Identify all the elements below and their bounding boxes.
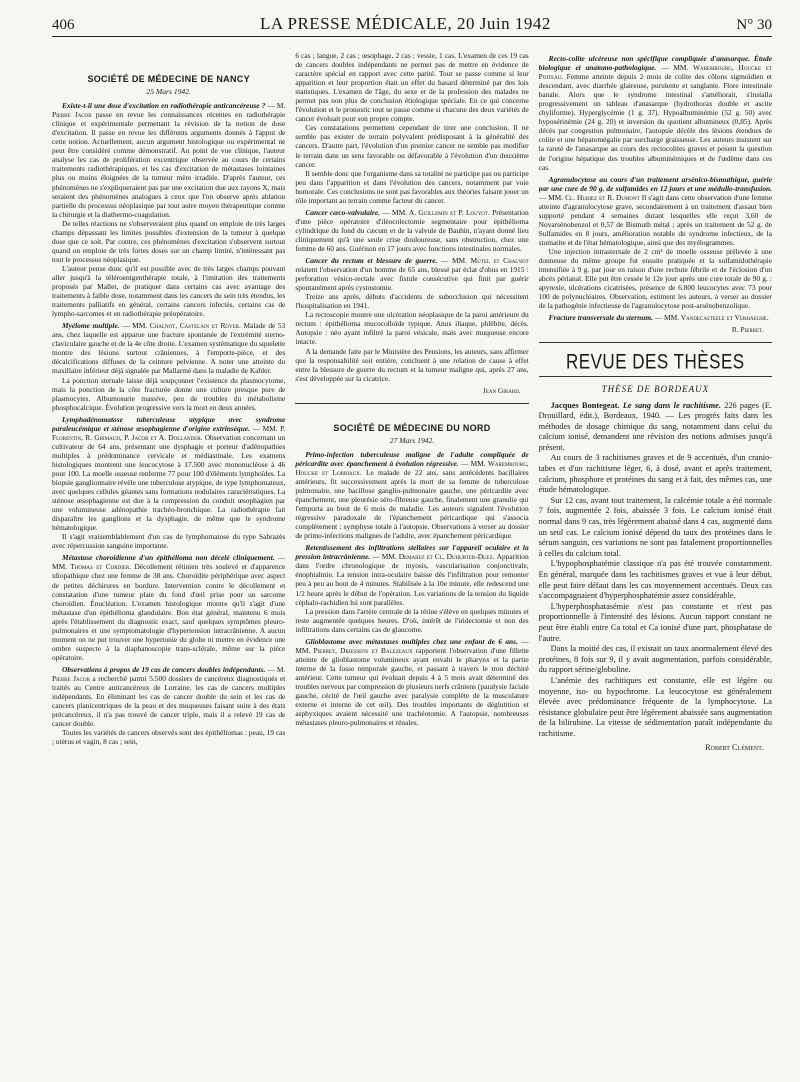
- article-paragraph: [295, 637, 528, 727]
- page-number: 406: [52, 17, 75, 33]
- article-authors: — MM. A. Guillemin et P. Louyot.: [382, 207, 493, 217]
- section-date: 27 Mars 1942.: [389, 435, 435, 445]
- article: [52, 553, 285, 662]
- article-paragraph: Ces constatations permettent cependant de tirer une conclusion. Il ne semble pas exister de terrain polyvalent prédisposant à la généralité des cancers. D'autre part, l'évolution d'un premier cancer ne semble pas modifier le terrain dans un sens favorable ou défavorable à l'évolution d'un deuxième cancer.: [295, 123, 529, 169]
- article-paragraph: [52, 665, 285, 728]
- article-paragraph: La pression dans l'artère centrale de la rétine s'élève en quelques minutes et reste augmentée quelques heures. D'où, intérêt de l'iridectomie et non des infiltrations dans certains cas de glaucome.: [295, 606, 529, 634]
- these-title: Le sang dans le rachitisme.: [622, 400, 721, 410]
- article-title: Primo-infection tuberculeuse maligne de l'adulte compliquée de péricardite avec épanchement à évolution régressive.: [295, 449, 529, 468]
- article-paragraph: [52, 101, 285, 219]
- article-title: Cancer du rectum et blessure de guerre.: [305, 256, 442, 266]
- article-paragraph: Il semble donc que l'organisme dans sa totalité ne participe pas ou participe peu dans l'apparition et dans l'évolution des cancers, notamment par voie humorale. Ces conclusions ne sont pas favorables aux théories faisant jouer un rôle important au terrain comme facteur du cancer.: [295, 168, 529, 205]
- article-paragraph: Il s'agit vraisemblablement d'un cas de lymphomatose du type Sabrazès avec répercussion sanguine importante.: [52, 532, 286, 551]
- column-3: [539, 51, 772, 1081]
- article-text: Il s'agit dans cette observation d'une femme atteinte d'agranulocytose grave, secondairement à un traitement d'assaut bien supporté pendant 4 semaines durant lesquelles elle reçut 3,60 de Novarsénobenzol et 0,57 de Bismuth métal ; après un traitement de 52 g. de Sulfamides en 8 jours, amélioration notable du syndrome infectieux, de la stomatite et de l'état hématologique, ainsi que des myélogrammes.: [538, 192, 772, 247]
- page-header: [52, 14, 772, 37]
- article: [539, 175, 772, 311]
- article-paragraph: De telles réactions ne s'observeraient plus quand on emploie de très larges champs dépassant les limites possibles d'extension de la tumeur à quelque dose que ce soit. Par contre, ces phénomènes d'excitation s'observent surtout quand on emploie de très fortes doses sur un champ limité, n'intéressant pas tout le processus néoplasique.: [52, 218, 286, 264]
- article-title: Fracture transversale du sternum.: [548, 313, 655, 323]
- these-paragraph: L'hypophosphatémie classique n'a pas été trouvée constamment. En général, marquée dans les rachitismes graves et vue à leur début, elle peut faire défaut dans les cas moyennement accentués. Deux cas s'accompagnaient d'hyperphosphatémie assez considérable.: [538, 559, 772, 601]
- article-paragraph: [539, 175, 772, 247]
- article-title: Agranulocytose au cours d'un traitement arsénico-bismuthique, guérie par une cure de 90 g. de sulfamides en 12 jours et une médullo-transfusion.: [538, 174, 772, 193]
- article-text: Femme atteinte depuis 2 mois de colite des côlons sigmoïdien et descendant, avec diarrhée glaireuse, purulente et sanglante. Flore intestinale banale. Alors que le syndrome intestinal s'améliorait, s'installa progressivement un tableau d'anasarque (hydrothorax double et ascite chyliforme). Hyperglycémie (1 g. 37). Hypoalbuminémie (52 g. 50) avec hyposérinémie (24 g. 20) et inversion du quotient albumineux (0,85). Après décès par congestion pulmonaire, l'autopsie décèle des lésions étendues de colite et une hépatomégalie par surcharge graisseuse. Les auteurs insistent sur la rareté de l'anasarque au cours des rectocolites graves et posent la question de l'origine hépatique des troubles albuminémiques et de l'œdème dans ces cas.: [538, 72, 772, 172]
- divider: [295, 403, 528, 404]
- article-text: Le malade de 22 ans, sans antécédents bacillaires antérieurs, fit successivement après la mort de sa femme de tuberculose pulmonaire, une bacillose ganglio-pulmonaire gauche, une péricardite avec épanchement, une pleurésie séro-fibreuse gauche, finalement une granulie qui l'emporta au bout de 6 mois de maladie. Les auteurs signalent l'évolution régressive paradoxale de l'épanchement péricardique qui s'associa complètement : symphyse totale à l'autopsie. Observations à verser au dossier de primo-infections malignes de l'adulte, avec épanchement péricardique.: [295, 467, 529, 541]
- section-date: 25 Mars 1942.: [146, 87, 191, 97]
- article-paragraph: A la demande faite par le Ministère des Pensions, les auteurs, sans affirmer que la responsabilité soit entière, concluent à une relation de cause à effet entre la blessure de guerre du rectum et la tumeur maligne qui, après 27 ans, s'est développée sur la cicatrice.: [295, 346, 529, 383]
- these-review: [539, 401, 772, 754]
- article-text: rapportent l'observation d'une fillette atteinte de glioblastome volumineux ayant envahi le pharynx et la partie interne de la fosse temporale gauche, et passant à travers le trou déchiré antérieur. Cette tumeur qui évoluait depuis 4 à 5 mois avait déterminé des troubles nerveux par compression de plusieurs nerfs crâniens (paralysie faciale gauche, cécité de l'œil gauche avec paralysie complète de la musculature externe et interne de cet œil). Des troubles importants de déglutition et asphyxiques avaient nécessité une trachéotomie. A l'autopsie, nombreuses métastases pleuro-pulmonaires et rénales.: [295, 645, 529, 728]
- article-text: a recherché parmi 5.500 dossiers de cancéreux diagnostiqués et traités au Centre anticancéreux de Lorraine, les cas de cancers multiples indépendants. En éliminant les cas de cancer double du sein et les cas de cancers planicentriques de la peau et des muqueuses faisant suite à des états précancéreux, il n'a pas trouvé de cancer triple, mais il a relevé 19 cas de cancer double.: [52, 674, 286, 729]
- article: [295, 208, 528, 253]
- article-text: relatent l'observation d'un homme de 65 ans, blessé par éclat d'obus en 1915 : perforation vésico-rectale avec fistule consécutive qui finit par guérir spontanément après cystostomie.: [295, 265, 529, 293]
- article-paragraph: [539, 313, 772, 322]
- these-paragraph: L'anémie des rachitiques est constante, elle est légère ou moyenne, iso- ou hypochrome. La leucocytose est généralement élevée avec prédominance fréquente de la lymphocytose. La résistance globulaire peut être légèrement abaissée sans augmentation de la bilirubine. La vitesse de sédimentation paraît indépendante du rachitisme.: [538, 675, 772, 738]
- article-text: Malade de 53 ans, chez laquelle est apparue une fracture spontanée de l'extrémité sterno-claviculaire gauche et de la 4e côte droite. L'examen systématique du squelette montre des lésions surtout crâniennes, à l'emporte-pièce, et des décalcifications diffuses de la ceinture pelvienne. A noter une atteinte du maxillaire inférieur déjà signalée par Mallarmé dans la maladie de Kahler.: [52, 321, 286, 376]
- these-heading: THÈSE DE BORDEAUX: [601, 384, 710, 395]
- article-title: Métastase choroïdienne d'un épithélioma non décelé cliniquement.: [62, 553, 278, 563]
- article-paragraph: Une injection intrasternale de 2 cm³ de moelle osseuse prélevée à une donneuse du même groupe fut ensuite pratiquée et la sulfamidothérapie intensifiée à 9 g. par jour en raison d'une rechute fébrile et de l'éclosion d'un abcès périanal. Elle put être cessée le 12e jour après une cure totale de 90 g. : apyrexie, ulcérations cicatrisées, présence de 6.800 leucocytes avec 73 pour 100 de polynucléaires. Observation, estiment les auteurs, à verser au dossier de la pathogénie infectieuse de l'agranulocytose post-arsénobenzolique.: [538, 246, 772, 311]
- article-title: Retentissement des infiltrations stellaires sur l'appareil oculaire et la pression intracrânienne.: [295, 543, 529, 562]
- these-intro: — Les progrès faits dans les méthodes de dosage chimique du sang, notamment dans celui du calcium ionisé, demandent une révision des notions admises jusqu'à présent.: [538, 411, 772, 452]
- article-paragraph: Treize ans après, débuts d'accidents de subocclusion qui nécessitent l'hospitalisation en 1941.: [295, 292, 529, 311]
- article-authors: — MM. Vandecasteele et Verhaeghe.: [654, 313, 769, 323]
- revue-heading: REVUE DES THÈSES: [565, 350, 745, 374]
- divider: [539, 376, 772, 377]
- article-paragraph: Toutes les variétés de cancers observés sont des épithéliomas : peau, 19 cas ; utérus et vagin, 8 cas ; sein,: [52, 728, 286, 747]
- these-paragraph: L'hyperphosphatasémie n'est pas constante et n'est pas proportionnelle à l'intensité des lésions. Aucun rapport constant ne peut être établi entre Ca total et Ca ionisé d'une part, phosphatase de l'autre.: [538, 601, 772, 643]
- these-paragraph: Dans la moitié des cas, il existait un taux anormalement élevé des protéines, 8 fois sur 9, il y avait augmentation, parfois considérable, du rapport sérine/globuline.: [538, 644, 772, 675]
- article-title: Existe-t-il une dose d'excitation en radiothérapie anticancéreuse ?: [62, 101, 268, 111]
- article-paragraph: [295, 543, 528, 606]
- article-authors: — MM. Chalnot, Castelain et Royer.: [122, 321, 244, 331]
- article-text: Décollement rétinien très soulevé et d'apparence idiopathique chez une femme de 38 ans. Choroïdite périphérique avec aspect de petites déchirures en bordure. Intervention contre le décollement et constatation d'une tumeur plate du fond d'œil prise pour un sarcome choroïdien. Énucléation. L'examen histologique montre qu'il s'agit d'une métastase d'un épithélioma glandulaire. Bon état général, maintenu 6 mois après l'établissement du diagnostic exact, sauf quelques symptômes pleuro-pulmonaires et une symptomatologie d'hypertension intracrânienne. A aucun moment on ne put trouver une hypertonie du globe ni mettre en évidence une ombre suspecte à la diaphanoscopie trans-sclérale, même sur la pièce opératoire.: [52, 562, 286, 662]
- article-paragraph: L'auteur pense donc qu'il est possible avec de très larges champs pouvant aller jusqu'à la téléroentgenthérapie totale, à l'imitation des traitements proposés par Mallet, de pratiquer dans certains cas avec avantage des traitements à faible dose, notamment dans les cancers du sein très étendus, les traitements palliatifs en général, certains cancers infectés, certains cas de lympho-sarcomes et en radiothérapie préopératoire.: [52, 263, 286, 319]
- article-paragraph: [295, 450, 528, 540]
- article-authors: — MM. Warembourg, Houcke et Lorriaux.: [295, 458, 529, 477]
- column-2: [295, 51, 528, 1081]
- article-authors: — MM. Thomas et Cordier.: [52, 553, 286, 572]
- article-authors: — MM. Cl. Huriez et R. Dumont: [538, 192, 642, 202]
- article-title: Glioblastome avec métastases multiples chez une enfant de 6 ans.: [305, 636, 522, 646]
- these-author: Jacques Bontegeat.: [550, 400, 620, 410]
- article-paragraph: La ponction sternale laisse déjà soupçonner l'existence du plasmocytome, mais la ponction de la côte fracturée donne une culture presque pure de plasmocytes. Albumosurie massive, peu de troubles du métabolisme phosphocalcique. Évolution progressive vers la mort en deux années.: [52, 375, 286, 412]
- article-text: passe en revue les connaissances récentes en radiothérapie clinique et expérimentale permettant la révision de la notion de dose d'excitation. Il passe en revue les différents arguments donnés à l'appui de cette notion. Actuellement, aucun argument histologique ou expérimental ne peut être considéré comme démonstratif. Au point de vue clinique, l'auteur analyse les cas de prolifération excentrique observée au cours de certains traitements radiothérapiques, et les cas d'excitation de métastases lointaines plus ou moins éloignées de la tumeur mère irradiée. D'après l'auteur, ces phénomènes ne s'expliqueraient pas par une excitation due aux rayons X, mais seraient des phénomènes analogues à ceux que l'on observe après ablation partielle du processus néoplasique par tout autre moyen thérapeutique comme la chirurgie et la diathermo-coagulation.: [52, 110, 286, 219]
- journal-title: LA PRESSE MÉDICALE, 20 Juin 1942: [260, 14, 551, 33]
- article: [539, 313, 772, 322]
- signature: R. Pierret.: [731, 325, 764, 335]
- article-authors: — MM. Pierret, Driessens et Balezeaux: [295, 636, 529, 655]
- these-publication: 226 pages (E. Drouillard, édit.), Bordeaux, 1940.: [538, 400, 772, 421]
- article-authors: — MM. P. Florentin, R. Grimaud, P. Jacob et A. Dollander.: [52, 423, 286, 442]
- article-authors: — MM. Demarez et Cl. Duhurter-Duez.: [372, 552, 497, 562]
- article-paragraph: La rectoscopie montre une ulcération néoplasique de la paroi antérieure du rectum : épithélioma mucocolloïde typique. Anus iliaque, phlébite, décès. Autopsie : néo ayant infiltré la paroi vésicale, mais avec muqueuse encore intacte.: [295, 310, 529, 347]
- article: [295, 637, 528, 727]
- article-title: Lymphadénomatose tuberculeuse atypique avec syndrome paraleucémique et sténose œsophagienne d'origine extrinsèque.: [52, 414, 286, 433]
- article-paragraph: [52, 415, 285, 533]
- article-paragraph: 6 cas ; langue, 2 cas ; œsophage, 2 cas ; vessie, 1 cas. L'examen de ces 19 cas de cancers doubles indépendants ne permet pas de mettre en évidence de caractère spécial en rapport avec cette parité. Tout se passe comme si leur apparition et leur proportion était un effet du hasard déterminé par des lois statistiques. L'examen de l'âge, du sexe et de la profession des malades ne permet pas non plus de conclusion étiologique spéciale. En ce qui concerne l'évolution et le pronostic tout se passe comme si chacune des deux variétés de cancer évoluait pour son propre compte.: [295, 51, 529, 124]
- article-title: Cancer cæco-valvulaire.: [305, 207, 383, 217]
- these-paragraph: Au cours de 3 rachitismes graves et de 9 accentués, d'un cranio-tabes et d'un rachitisme léger, 6, à dosé, avant et après traitement, calcium, phosphore et protéines du sang et à fait, des mêmes cas, une étude hématologique.: [538, 453, 772, 495]
- section-heading: SOCIÉTÉ DE MÉDECINE DE NANCY: [87, 74, 250, 84]
- signature: Jean Girard.: [482, 385, 521, 395]
- article-text: Présentation d'une pièce opératoire d'iléocolectomie segmentaire pour épithélioma cylindrique du fond du cæcum et de la valvule de Bauhin, n'ayant donné lieu cliniquement qu'à une seule crise douloureuse, sans obstruction, chez une femme de 60 ans. Guérison en 17 jours avec fonctions intestinales normales.: [295, 207, 529, 253]
- article: [52, 101, 285, 318]
- article-title: Observations à propos de 19 cas de cancers doubles indépendants.: [62, 664, 268, 674]
- article: [52, 321, 285, 411]
- article-paragraph: [295, 256, 528, 292]
- article-authors: — M. Pierre Jacob: [52, 101, 286, 120]
- article-paragraph: [52, 553, 285, 662]
- article: [295, 256, 528, 383]
- article: [295, 450, 528, 540]
- article-paragraph: [52, 321, 285, 375]
- article-text: Apparition dans l'ordre chronologique de myosis, vascularisation conjonctivale, énophtalmie. La tension intra-oculaire baisse dès l'infiltration pour remonter peu à peu au bout de 4 minutes. Stabilisée à la 10e minute, elle redescend une 1/2 heure après le début de l'opération. Les variations de la tension du liquide céphalo-rachidien lui sont parallèles.: [295, 552, 529, 607]
- article-authors: — M. Pierre Jacob: [52, 664, 286, 683]
- signature: Robert Clément.: [705, 742, 764, 752]
- divider: [539, 342, 772, 343]
- article-authors: — MM. Warembourg, Houcke et Poiteau.: [538, 63, 772, 82]
- article: [52, 415, 285, 551]
- article-title: Myélome multiple.: [62, 321, 123, 331]
- article-text: Observation concernant un cultivateur de 64 ans, présentant une dysphagie et porteur d'adénopathies multiples à prédominance cervicale et médiastinale. Les examens histologiques montrent une leucocytose à 17.500 avec mononucléose à 46 pour 100. La moelle osseuse renferme 77 pour 100 d'éléments lymphoïdes. La biopsie ganglionnaire révèle une tuberculose atypique, de type lymphomateux, avec quelques cellules géantes sans formations nodulaires caractéristiques. La sténose œsophagienne est due à la compression du conduit œsophagien par une volumineuse adénopathie trachéo-bronchique. La radiothérapie fait disparaître les ganglions et la dysphagie, de même que le syndrome hématologique.: [52, 432, 286, 533]
- article-title: Recto-colite ulcéreuse non spécifique compliquée d'anasarque. Étude biologique et anatomo-pathologique.: [538, 54, 772, 73]
- article-paragraph: [539, 54, 772, 172]
- article: [539, 54, 772, 172]
- article: [295, 543, 528, 633]
- section-heading: SOCIÉTÉ DE MÉDECINE DU NORD: [333, 422, 491, 433]
- article: [52, 665, 285, 746]
- column-1: [52, 51, 285, 1081]
- article-authors: — MM. Mutel et Chalnot: [441, 256, 529, 266]
- article-paragraph: [295, 208, 528, 253]
- these-paragraph: Sur 12 cas, avant tout traitement, la calcémie totale a été normale 7 fois, augmentée 2 fois, abaissée 3 fois. Le calcium ionisé était normal dans 9 cas, très légèrement abaissé dans 4 cas, augmenté dans un seul cas. Le calcium ionisé dépend du taux des protéines dans le sérum sanguin, ces variations ne sont pas fatalement proportionnelles à celles du calcium total.: [538, 495, 772, 558]
- issue-number: N° 30: [736, 17, 772, 33]
